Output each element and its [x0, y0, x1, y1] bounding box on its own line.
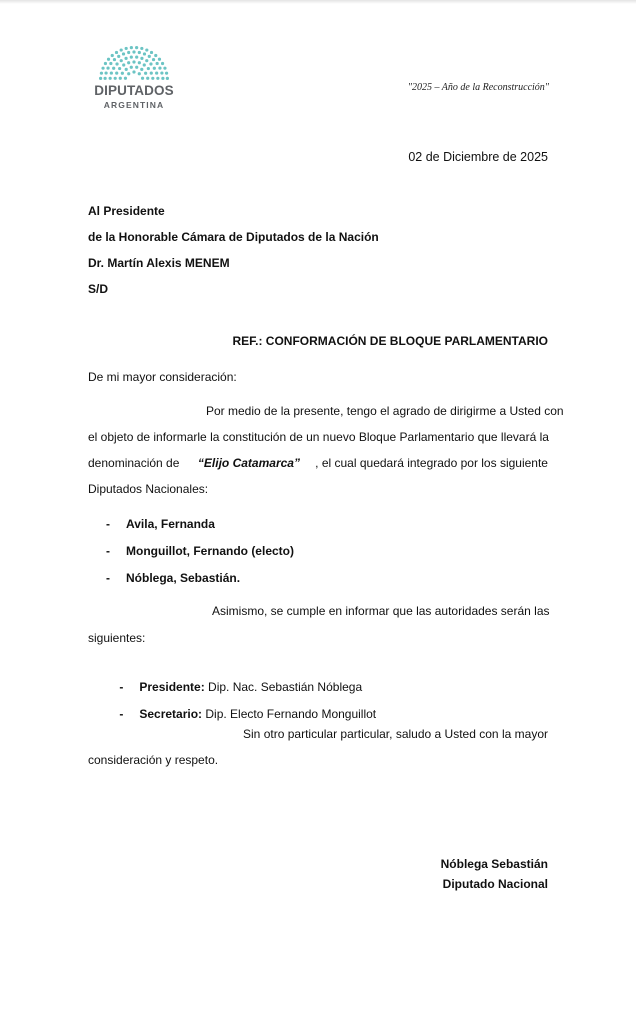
hemicycle-seat-dot: [161, 62, 164, 65]
paragraph-2-line-1: Asimismo, se cumple en informar que las autoridades serán las: [212, 604, 550, 618]
hemicycle-seat-dot: [115, 62, 118, 65]
hemicycle-icon: [94, 46, 174, 82]
hemicycle-seat-dot: [148, 55, 151, 58]
hemicycle-seat-dot: [152, 58, 155, 61]
hemicycle-seat-dot: [127, 61, 130, 64]
hemicycle-seat-dot: [145, 48, 148, 51]
hemicycle-seat-dot: [150, 72, 153, 75]
hemicycle-seat-dot: [109, 77, 112, 80]
authority-role: Presidente:: [139, 680, 205, 694]
hemicycle-seat-dot: [165, 72, 168, 75]
authority-name: Dip. Electo Fernando Monguillot: [202, 707, 377, 721]
hemicycle-seat-dot: [156, 77, 159, 80]
hemicycle-seat-dot: [110, 71, 113, 74]
list-dash: -: [119, 707, 124, 721]
hemicycle-seat-dot: [130, 46, 133, 49]
paragraph-1-line-1: Por medio de la presente, tengo el agrado de dirigirme a Usted con: [206, 404, 564, 418]
hemicycle-seat-dot: [140, 47, 143, 50]
hemicycle-seat-dot: [143, 52, 146, 55]
hemicycle-seat-dot: [130, 56, 133, 59]
hemicycle-seat-dot: [132, 50, 135, 53]
hemicycle-seat-dot: [132, 70, 135, 73]
paragraph-1-line-3-rest: , el cual quedará integrado por los siguiente: [315, 456, 548, 470]
hemicycle-seat-dot: [153, 67, 156, 70]
recipient-line-3: Dr. Martín Alexis MENEM: [88, 256, 230, 270]
hemicycle-seat-dot: [135, 56, 138, 59]
hemicycle-seat-dot: [113, 58, 116, 61]
recipient-line-2: de la Honorable Cámara de Diputados de la Nación: [88, 230, 379, 244]
top-edge-shadow: [0, 0, 636, 4]
hemicycle-seat-dot: [149, 62, 152, 65]
list-dash: -: [119, 680, 124, 694]
hemicycle-seat-dot: [144, 72, 147, 75]
list-dash: -: [106, 517, 110, 531]
list-dash: -: [106, 544, 110, 558]
denomination-text: denominación de: [88, 456, 183, 470]
hemicycle-seat-dot: [111, 54, 114, 57]
hemicycle-seat-dot: [112, 67, 115, 70]
hemicycle-seat-dot: [130, 66, 133, 69]
list-dash: -: [106, 571, 110, 585]
hemicycle-seat-dot: [146, 77, 149, 80]
hemicycle-seat-dot: [151, 77, 154, 80]
hemicycle-seat-dot: [138, 72, 141, 75]
hemicycle-seat-dot: [105, 71, 108, 74]
hemicycle-seat-dot: [135, 46, 138, 49]
letter-date: 02 de Diciembre de 2025: [408, 150, 548, 164]
signature-name: Nóblega Sebastián: [440, 857, 548, 871]
hemicycle-seat-dot: [115, 51, 118, 54]
paragraph-1-line-4: Diputados Nacionales:: [88, 482, 209, 496]
recipient-line-4: S/D: [88, 282, 109, 296]
logo-country: ARGENTINA: [103, 100, 165, 110]
hemicycle-seat-dot: [124, 57, 127, 60]
member-list-item: [106, 571, 240, 585]
recipient-line-1: Al Presidente: [88, 204, 165, 218]
salutation: De mi mayor consideración:: [88, 370, 237, 384]
paragraph-1-line-3: [88, 456, 548, 470]
hemicycle-seat-dot: [125, 47, 128, 50]
hemicycle-seat-dot: [100, 72, 103, 75]
hemicycle-seat-dot: [132, 60, 135, 63]
hemicycle-seat-dot: [120, 59, 123, 62]
hemicycle-seat-dot: [118, 67, 121, 70]
closing-line-1: Sin otro particular particular, saludo a Usted con la mayor: [243, 727, 548, 741]
hemicycle-seat-dot: [166, 77, 169, 80]
hemicycle-seat-dot: [156, 62, 159, 65]
hemicycle-seat-dot: [120, 48, 123, 51]
member-list-item: [106, 517, 215, 531]
hemicycle-seat-dot: [119, 77, 122, 80]
hemicycle-seat-dot: [117, 55, 120, 58]
hemicycle-seat-dot: [145, 59, 148, 62]
hemicycle-seat-dot: [154, 54, 157, 57]
hemicycle-seat-dot: [140, 57, 143, 60]
hemicycle-seat-dot: [150, 51, 153, 54]
hemicycle-seat-dot: [155, 71, 158, 74]
hemicycle-seat-dot: [125, 68, 128, 71]
member-name: Monguillot, Fernando (electo): [126, 544, 294, 558]
hemicycle-seat-dot: [99, 77, 102, 80]
hemicycle-seat-dot: [106, 66, 109, 69]
hemicycle-seat-dot: [147, 67, 150, 70]
hemicycle-seat-dot: [122, 63, 125, 66]
paragraph-1-line-2: el objeto de informarle la constitución de un nuevo Bloque Parlamentario que llevará la: [88, 430, 549, 444]
hemicycle-seat-dot: [140, 68, 143, 71]
closing-line-2: consideración y respeto.: [88, 753, 219, 767]
hemicycle-seat-dot: [138, 61, 141, 64]
member-name: Nóblega, Sebastián.: [126, 571, 241, 585]
hemicycle-seat-dot: [141, 77, 144, 80]
hemicycle-seat-dot: [114, 77, 117, 80]
hemicycle-seat-dot: [101, 67, 104, 70]
hemicycle-seat-dot: [127, 51, 130, 54]
year-motto: "2025 – Año de la Reconstrucción": [407, 82, 549, 93]
hemicycle-seat-dot: [121, 72, 124, 75]
hemicycle-seat-dot: [143, 63, 146, 66]
hemicycle-seat-dot: [104, 62, 107, 65]
member-list-item: [106, 544, 294, 558]
authority-role: Secretario:: [139, 707, 203, 721]
diputados-logo: [84, 44, 184, 116]
hemicycle-seat-dot: [109, 62, 112, 65]
hemicycle-seat-dot: [163, 67, 166, 70]
hemicycle-seat-dot: [104, 77, 107, 80]
signature-title: Diputado Nacional: [442, 877, 548, 891]
hemicycle-seat-dot: [158, 66, 161, 69]
authority-name: Dip. Nac. Sebastián Nóblega: [204, 680, 363, 694]
member-name: Avila, Fernanda: [126, 517, 215, 531]
hemicycle-seat-dot: [160, 71, 163, 74]
hemicycle-seat-dot: [127, 72, 130, 75]
hemicycle-seat-dot: [107, 58, 110, 61]
hemicycle-seat-dot: [115, 72, 118, 75]
hemicycle-seat-dot: [135, 66, 138, 69]
hemicycle-seat-dot: [158, 58, 161, 61]
paragraph-2-line-2: siguientes:: [88, 631, 146, 645]
logo-name: DIPUTADOS: [94, 83, 174, 98]
bloc-name: “Elijo Catamarca”: [197, 456, 300, 470]
hemicycle-seat-dot: [161, 77, 164, 80]
reference-line: REF.: CONFORMACIÓN DE BLOQUE PARLAMENTARIO: [232, 334, 548, 348]
hemicycle-seat-dot: [138, 51, 141, 54]
hemicycle-seat-dot: [122, 52, 125, 55]
hemicycle-seat-dot: [124, 77, 127, 80]
